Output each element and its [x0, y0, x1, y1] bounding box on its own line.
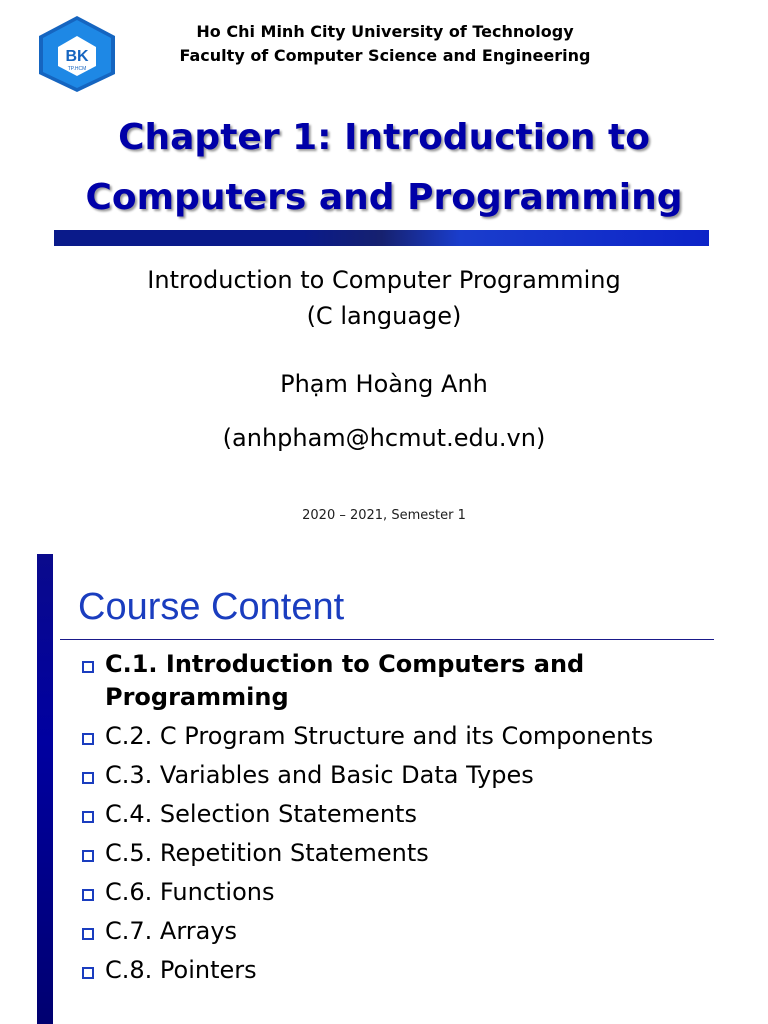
list-item [80, 798, 720, 831]
title-rule [60, 639, 714, 640]
list-item-label: C.8. Pointers [105, 956, 257, 984]
list-item-label: C.7. Arrays [105, 917, 238, 945]
title-underline-bar [54, 230, 709, 246]
author-email: (anhpham@hcmut.edu.vn) [222, 424, 546, 452]
square-bullet-icon [82, 811, 94, 823]
list-item-label: C.1. Introduction to Computers and Programming [105, 650, 585, 711]
course-content-slide [0, 548, 768, 1024]
list-item [80, 759, 720, 792]
list-item [80, 837, 720, 870]
square-bullet-icon [82, 850, 94, 862]
square-bullet-icon [82, 661, 94, 673]
square-bullet-icon [82, 928, 94, 940]
chapter-title-line1: Chapter 1: Introduction to [118, 117, 650, 158]
side-accent-bar [37, 554, 53, 1024]
list-item [80, 648, 720, 714]
logo-subtext: TP.HCM [67, 66, 87, 72]
list-item-label: C.3. Variables and Basic Data Types [105, 761, 534, 789]
course-name: Introduction to Computer Programming [147, 266, 621, 294]
chapter-title-line2: Computers and Programming [85, 177, 683, 218]
list-item [80, 954, 720, 987]
course-language: (C language) [306, 302, 462, 330]
university-name: Ho Chi Minh City University of Technology [196, 22, 574, 41]
logo-text: BK [65, 48, 89, 65]
list-item [80, 876, 720, 909]
list-item-label: C.2. C Program Structure and its Components [105, 722, 654, 750]
list-item-label: C.6. Functions [105, 878, 275, 906]
list-item [80, 720, 720, 753]
square-bullet-icon [82, 889, 94, 901]
course-content-list [80, 648, 720, 993]
semester-info: 2020 – 2021, Semester 1 [302, 508, 466, 523]
list-item-label: C.5. Repetition Statements [105, 839, 429, 867]
list-item [80, 915, 720, 948]
list-item-label: C.4. Selection Statements [105, 800, 417, 828]
author-name: Phạm Hoàng Anh [280, 370, 488, 398]
square-bullet-icon [82, 967, 94, 979]
faculty-name: Faculty of Computer Science and Engineering [179, 46, 591, 65]
slide-title: Course Content [78, 586, 345, 628]
university-logo [36, 14, 118, 94]
square-bullet-icon [82, 772, 94, 784]
square-bullet-icon [82, 733, 94, 745]
